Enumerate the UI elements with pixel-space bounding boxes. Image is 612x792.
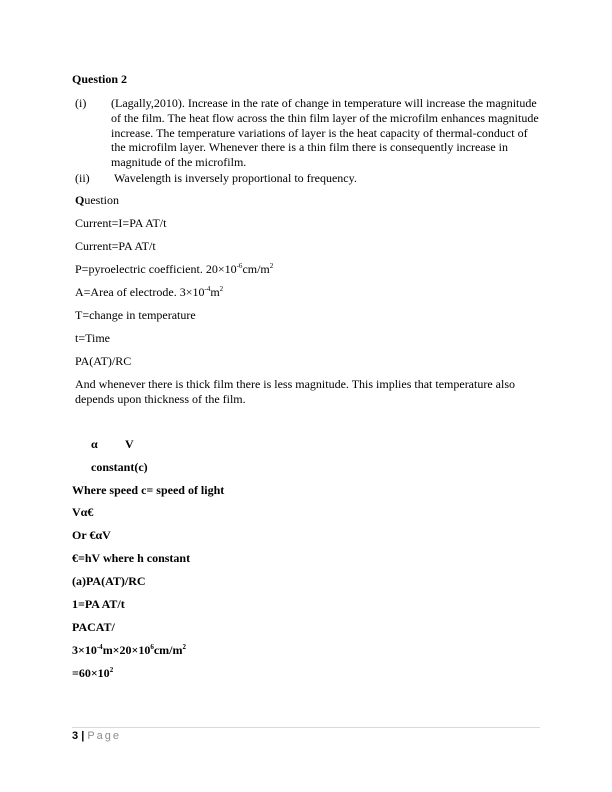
v-alpha-line: Vα€ — [72, 505, 94, 519]
calc-part-3: cm/m — [153, 643, 183, 657]
a-pa-line: (a)PA(AT)/RC — [72, 574, 146, 588]
a-unit-exponent: 2 — [219, 285, 224, 293]
speed-line: Where speed c= speed of light — [72, 483, 225, 497]
one-line: 1=PA AT/t — [72, 597, 125, 611]
page-footer — [72, 729, 121, 743]
calc-exp-1: -4 — [96, 643, 103, 651]
result-line — [72, 666, 113, 681]
a-exponent: -4 — [204, 285, 211, 293]
footer-page-number: 3 — [72, 730, 79, 742]
time-line: t=Time — [75, 331, 111, 345]
calc-exp-3: 2 — [182, 643, 187, 651]
temperature-line: T=change in temperature — [75, 308, 196, 322]
p-unit: cm/m — [242, 262, 270, 276]
footer-separator: | — [81, 730, 85, 742]
calculation-line — [72, 643, 186, 658]
p-exponent: -6 — [236, 262, 243, 270]
thick-film-paragraph: And whenever there is thick film there is less magnitude. This implies that temperature also depends upon thickness of the film. — [75, 377, 515, 406]
pacat-line: PACAT/ — [72, 620, 115, 634]
result-text: =60×10 — [72, 666, 110, 680]
hv-line: €=hV where h constant — [72, 551, 191, 565]
question-label-initial: Q — [75, 193, 85, 207]
a-text: A=Area of electrode. 3×10 — [75, 285, 205, 299]
p-text: P=pyroelectric coefficient. 20×10 — [75, 262, 237, 276]
alpha-symbol: α — [91, 437, 98, 451]
item-text-ii: Wavelength is inversely proportional to frequency. — [114, 171, 357, 185]
calc-exp-2: 6 — [150, 643, 154, 651]
item-label-ii: (ii) — [75, 171, 90, 185]
pyroelectric-line — [75, 262, 273, 277]
pa-rc-line: PA(AT)/RC — [75, 354, 132, 368]
item-text-i: (Lagally,2010). Increase in the rate of change in temperature will increase the magnitude of the film. The heat flow across the thin film layer of the microfilm enhances magnitude increase. The temperature variations of layer is the heat capacity of thermal-conduct of the microfilm layer. Whenever there is a thin film there is consequently increase in magnitude of the microfilm. — [111, 96, 539, 170]
area-line — [75, 285, 223, 300]
or-line: Or €αV — [72, 528, 111, 542]
question-heading: Question 2 — [72, 72, 128, 86]
p-unit-exponent: 2 — [269, 262, 274, 270]
a-unit: m — [210, 285, 220, 299]
footer-divider — [72, 727, 540, 728]
calc-part-1: 3×10 — [72, 643, 97, 657]
item-label-i: (i) — [75, 96, 87, 110]
question-label-rest: uestion — [84, 193, 120, 207]
footer-page-word: Page — [87, 730, 122, 742]
v-symbol: V — [125, 437, 134, 451]
calc-part-2: m×20×10 — [102, 643, 151, 657]
question-label — [75, 193, 119, 208]
current-line-1: Current=I=PA AT/t — [75, 216, 167, 230]
constant-line: constant(c) — [91, 460, 148, 474]
current-line-2: Current=PA AT/t — [75, 239, 156, 253]
result-exponent: 2 — [109, 666, 114, 674]
